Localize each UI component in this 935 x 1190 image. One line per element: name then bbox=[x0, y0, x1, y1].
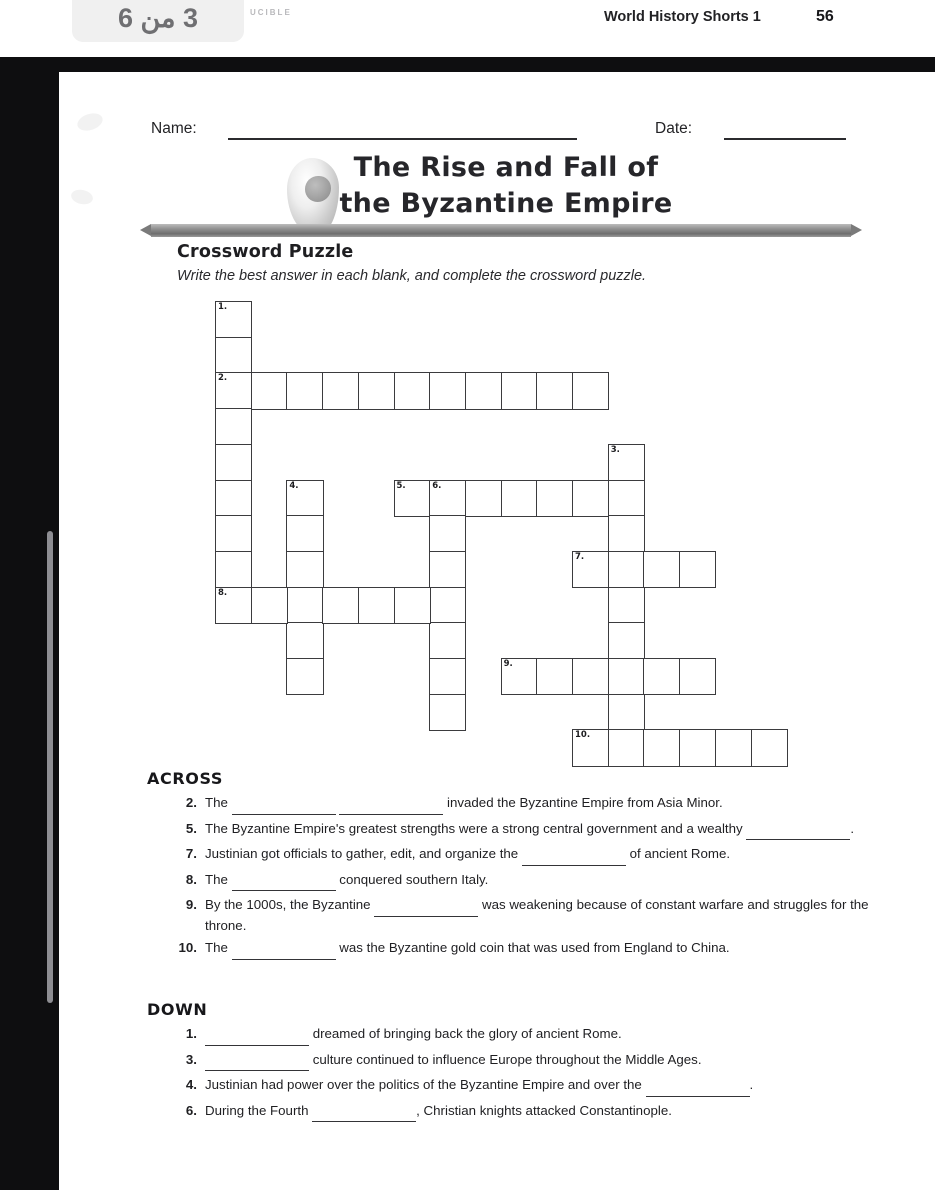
document-title: World History Shorts 1 bbox=[604, 9, 761, 25]
crossword-cell[interactable] bbox=[608, 480, 645, 517]
crossword-cell[interactable] bbox=[572, 658, 609, 695]
clue-item: 8. The conquered southern Italy. bbox=[169, 871, 869, 892]
clue-item: 4. Justinian had power over the politics of the Byzantine Empire and over the . bbox=[169, 1076, 869, 1097]
crossword-cell[interactable] bbox=[429, 551, 466, 588]
crossword-cell[interactable] bbox=[286, 658, 323, 695]
crossword-cell[interactable] bbox=[251, 372, 288, 409]
crossword-cell[interactable] bbox=[643, 729, 680, 766]
answer-blank-line[interactable] bbox=[522, 847, 626, 866]
crossword-cell[interactable] bbox=[215, 444, 252, 481]
crossword-clue-number: 6. bbox=[432, 480, 442, 491]
crossword-cell[interactable] bbox=[679, 729, 716, 766]
crossword-cell[interactable] bbox=[215, 587, 252, 624]
crossword-cell[interactable] bbox=[536, 658, 573, 695]
crossword-cell[interactable] bbox=[465, 480, 502, 517]
answer-blank-line[interactable] bbox=[646, 1078, 750, 1097]
crossword-clue-number: 9. bbox=[503, 659, 513, 669]
clue-number: 6. bbox=[185, 1102, 197, 1118]
crossword-cell[interactable] bbox=[286, 480, 323, 517]
crossword-clue-number: 3. bbox=[610, 444, 620, 455]
viewer-top-bar bbox=[0, 0, 935, 57]
crossword-cell[interactable] bbox=[572, 372, 609, 409]
crossword-cell[interactable] bbox=[501, 372, 538, 409]
answer-blank-line[interactable] bbox=[232, 873, 336, 892]
clue-number: 9. bbox=[185, 897, 197, 912]
crossword-cell[interactable] bbox=[608, 658, 645, 695]
instructions-text: Write the best answer in each blank, and complete the crossword puzzle. bbox=[177, 268, 647, 284]
crossword-cell[interactable] bbox=[608, 622, 645, 659]
watermark-text: UCIBLE bbox=[250, 8, 292, 17]
crossword-cell[interactable] bbox=[751, 729, 788, 766]
crossword-cell[interactable] bbox=[215, 480, 252, 517]
clue-number: 8. bbox=[185, 871, 197, 887]
crossword-cell[interactable] bbox=[572, 551, 609, 588]
clue-number: 7. bbox=[185, 846, 197, 861]
crossword-cell[interactable] bbox=[429, 622, 466, 659]
crossword-clue-number: 7. bbox=[575, 551, 585, 562]
crossword-clue-number: 4. bbox=[289, 480, 299, 491]
clue-item: 2. The invaded the Byzantine Empire from Asia Minor. bbox=[169, 794, 869, 815]
crossword-cell[interactable] bbox=[286, 622, 323, 659]
crossword-cell[interactable] bbox=[643, 551, 680, 588]
crossword-cell[interactable] bbox=[394, 372, 431, 409]
crossword-cell[interactable] bbox=[501, 658, 538, 695]
crossword-clue-number: 1. bbox=[218, 302, 228, 312]
name-label: Name: bbox=[151, 120, 197, 137]
crossword-cell[interactable] bbox=[501, 480, 538, 517]
crossword-cell[interactable] bbox=[251, 587, 288, 624]
crossword-cell[interactable] bbox=[679, 551, 716, 588]
answer-blank-line[interactable] bbox=[205, 1027, 309, 1046]
clue-number: 2. bbox=[185, 795, 197, 810]
clue-item: 10. The was the Byzantine gold coin that was used from England to China. bbox=[169, 939, 869, 960]
crossword-cell[interactable] bbox=[429, 515, 466, 552]
crossword-clue-number: 2. bbox=[218, 373, 228, 384]
crossword-cell[interactable] bbox=[215, 408, 252, 445]
crossword-cell[interactable] bbox=[394, 480, 431, 517]
crossword-cell[interactable] bbox=[643, 658, 680, 695]
clue-number: 1. bbox=[185, 1026, 197, 1041]
crossword-cell[interactable] bbox=[715, 729, 752, 766]
date-label: Date: bbox=[655, 120, 693, 137]
crossword-cell[interactable] bbox=[608, 729, 645, 766]
crossword-cell[interactable] bbox=[429, 587, 466, 624]
clue-item: 9. By the 1000s, the Byzantine was weakening because of constant warfare and struggles for the throne. bbox=[169, 896, 869, 934]
crossword-cell[interactable] bbox=[572, 729, 609, 766]
crossword-cell[interactable] bbox=[286, 515, 323, 552]
crossword-cell[interactable] bbox=[536, 480, 573, 517]
clue-item: 3. culture continued to influence Europe throughout the Middle Ages. bbox=[169, 1051, 869, 1072]
answer-blank-line[interactable] bbox=[232, 796, 336, 815]
section-title: Crossword Puzzle bbox=[177, 242, 354, 262]
answer-blank-line[interactable] bbox=[746, 822, 850, 841]
worksheet-page bbox=[59, 72, 935, 1190]
page-indicator-label: 3 من 6 bbox=[117, 3, 199, 33]
crossword-clue-number: 8. bbox=[218, 587, 228, 598]
crossword-cell[interactable] bbox=[429, 372, 466, 409]
clue-item: 7. Justinian got officials to gather, edit, and organize the of ancient Rome. bbox=[169, 845, 869, 866]
clue-item: 5. The Byzantine Empire's greatest strengths were a strong central government and a wealthy . bbox=[169, 820, 869, 841]
answer-blank-line[interactable] bbox=[312, 1104, 416, 1123]
clue-item: 1. dreamed of bringing back the glory of ancient Rome. bbox=[169, 1025, 869, 1046]
worksheet-title-line-1: The Rise and Fall of bbox=[353, 152, 659, 183]
document-page-number: 56 bbox=[816, 8, 834, 25]
crossword-clue-number: 5. bbox=[396, 480, 406, 491]
down-heading: DOWN bbox=[147, 1000, 208, 1019]
clue-number: 10. bbox=[178, 940, 197, 955]
crossword-cell[interactable] bbox=[215, 337, 252, 374]
crossword-cell[interactable] bbox=[429, 480, 466, 517]
answer-blank-line[interactable] bbox=[205, 1053, 309, 1072]
answer-blank-line[interactable] bbox=[232, 941, 336, 960]
clue-number: 4. bbox=[185, 1077, 197, 1092]
crossword-cell[interactable] bbox=[358, 372, 395, 409]
vertical-scrollbar[interactable] bbox=[47, 531, 53, 1003]
crossword-cell[interactable] bbox=[572, 480, 609, 517]
crossword-cell[interactable] bbox=[286, 551, 323, 588]
crossword-cell[interactable] bbox=[429, 658, 466, 695]
worksheet-title-line-2: the Byzantine Empire bbox=[339, 188, 673, 219]
crossword-cell[interactable] bbox=[429, 694, 466, 731]
crossword-cell[interactable] bbox=[536, 372, 573, 409]
crossword-cell[interactable] bbox=[322, 587, 359, 624]
crossword-cell[interactable] bbox=[608, 444, 645, 481]
crossword-cell[interactable] bbox=[608, 515, 645, 552]
crossword-cell[interactable] bbox=[286, 587, 323, 624]
crossword-cell[interactable] bbox=[394, 587, 431, 624]
crossword-cell[interactable] bbox=[286, 372, 323, 409]
crossword-cell[interactable] bbox=[608, 694, 645, 731]
crossword-cell[interactable] bbox=[215, 301, 252, 338]
crossword-cell[interactable] bbox=[608, 587, 645, 624]
clue-item: 6. During the Fourth , Christian knights attacked Constantinople. bbox=[169, 1102, 869, 1123]
crossword-cell[interactable] bbox=[215, 515, 252, 552]
crossword-grid[interactable] bbox=[59, 72, 935, 741]
across-clue-list bbox=[169, 794, 869, 965]
answer-blank-line[interactable] bbox=[374, 898, 478, 917]
across-heading: ACROSS bbox=[147, 769, 223, 788]
crossword-cell[interactable] bbox=[322, 372, 359, 409]
crossword-cell[interactable] bbox=[465, 372, 502, 409]
crossword-clue-number: 10. bbox=[575, 730, 591, 741]
crossword-cell[interactable] bbox=[215, 551, 252, 588]
crossword-cell[interactable] bbox=[358, 587, 395, 624]
crossword-cell[interactable] bbox=[679, 658, 716, 695]
down-clue-list bbox=[169, 1025, 869, 1127]
clue-number: 3. bbox=[185, 1051, 197, 1067]
clue-number: 5. bbox=[185, 820, 197, 836]
answer-blank-line[interactable] bbox=[339, 796, 443, 815]
crossword-cell[interactable] bbox=[608, 551, 645, 588]
crossword-cell[interactable] bbox=[215, 372, 252, 409]
